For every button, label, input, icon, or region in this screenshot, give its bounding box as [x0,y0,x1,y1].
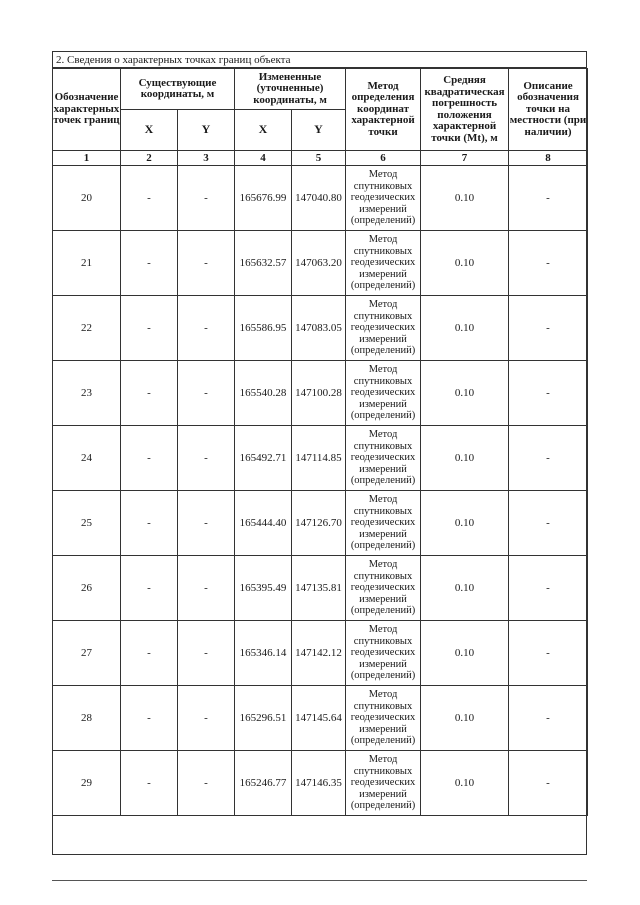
method: Метод спутниковых геодезических измерений (определений) [346,361,421,426]
existing-x: - [121,166,178,231]
method: Метод спутниковых геодезических измерений (определений) [346,296,421,361]
point-id: 24 [53,426,121,491]
existing-y: - [178,361,235,426]
existing-x: - [121,296,178,361]
col-number: 8 [509,151,588,166]
coord-y: 147142.12 [292,621,346,686]
point-description: - [509,556,588,621]
coord-x: 165395.49 [235,556,292,621]
existing-y: - [178,621,235,686]
existing-y: - [178,686,235,751]
error-mt: 0.10 [421,621,509,686]
existing-y: - [178,231,235,296]
existing-x: - [121,426,178,491]
table-row [53,751,588,816]
col-number: 5 [292,151,346,166]
existing-x: - [121,686,178,751]
coord-y: 147100.28 [292,361,346,426]
coord-x: 165540.28 [235,361,292,426]
point-id: 25 [53,491,121,556]
header-error: Средняя квадратическая погрешность положения характерной точки (Mt), м [421,69,509,151]
point-description: - [509,296,588,361]
existing-x: - [121,231,178,296]
table-row [53,621,588,686]
error-mt: 0.10 [421,296,509,361]
existing-y: - [178,166,235,231]
error-mt: 0.10 [421,426,509,491]
method: Метод спутниковых геодезических измерений (определений) [346,686,421,751]
point-id: 26 [53,556,121,621]
header-changed-y: Y [292,110,346,151]
col-number: 4 [235,151,292,166]
point-description: - [509,426,588,491]
table-row [53,686,588,751]
coord-x: 165632.57 [235,231,292,296]
existing-x: - [121,556,178,621]
coord-y: 147083.05 [292,296,346,361]
table-row [53,166,588,231]
point-id: 23 [53,361,121,426]
coord-x: 165676.99 [235,166,292,231]
header-existing-x: X [121,110,178,151]
header-description: Описание обозначения точки на местности (при наличии) [509,69,588,151]
existing-y: - [178,296,235,361]
error-mt: 0.10 [421,686,509,751]
method: Метод спутниковых геодезических измерений (определений) [346,166,421,231]
coord-y: 147040.80 [292,166,346,231]
existing-x: - [121,751,178,816]
col-number: 2 [121,151,178,166]
error-mt: 0.10 [421,361,509,426]
header-existing-coords: Существующие координаты, м [121,69,235,110]
coord-x: 165296.51 [235,686,292,751]
error-mt: 0.10 [421,556,509,621]
point-id: 22 [53,296,121,361]
error-mt: 0.10 [421,166,509,231]
error-mt: 0.10 [421,491,509,556]
col-number: 7 [421,151,509,166]
table-row [53,426,588,491]
coord-x: 165246.77 [235,751,292,816]
existing-y: - [178,426,235,491]
method: Метод спутниковых геодезических измерений (определений) [346,621,421,686]
point-id: 27 [53,621,121,686]
method: Метод спутниковых геодезических измерений (определений) [346,556,421,621]
header-existing-y: Y [178,110,235,151]
boundary-points-section [52,51,587,855]
point-description: - [509,166,588,231]
point-description: - [509,751,588,816]
point-description: - [509,361,588,426]
coord-x: 165346.14 [235,621,292,686]
point-id: 29 [53,751,121,816]
point-description: - [509,686,588,751]
table-row [53,556,588,621]
point-description: - [509,621,588,686]
error-mt: 0.10 [421,751,509,816]
page-bottom-rule [52,880,587,881]
method: Метод спутниковых геодезических измерений (определений) [346,491,421,556]
coord-x: 165586.95 [235,296,292,361]
header-point-label: Обозначение характерных точек границ [53,69,121,151]
table-row [53,296,588,361]
coord-y: 147063.20 [292,231,346,296]
method: Метод спутниковых геодезических измерений (определений) [346,231,421,296]
point-id: 21 [53,231,121,296]
section-title: 2. Сведения о характерных точках границ объекта [53,52,586,68]
coord-x: 165444.40 [235,491,292,556]
coord-x: 165492.71 [235,426,292,491]
boundary-points-table [52,68,588,816]
point-id: 28 [53,686,121,751]
existing-x: - [121,491,178,556]
existing-y: - [178,491,235,556]
existing-y: - [178,751,235,816]
header-changed-x: X [235,110,292,151]
table-row [53,361,588,426]
coord-y: 147114.85 [292,426,346,491]
col-number: 1 [53,151,121,166]
existing-y: - [178,556,235,621]
point-description: - [509,491,588,556]
header-changed-coords: Измененные (уточненные) координаты, м [235,69,346,110]
col-number: 3 [178,151,235,166]
table-row [53,231,588,296]
coord-y: 147135.81 [292,556,346,621]
point-description: - [509,231,588,296]
col-number: 6 [346,151,421,166]
method: Метод спутниковых геодезических измерений (определений) [346,751,421,816]
error-mt: 0.10 [421,231,509,296]
coord-y: 147146.35 [292,751,346,816]
point-id: 20 [53,166,121,231]
coord-y: 147145.64 [292,686,346,751]
existing-x: - [121,621,178,686]
header-method: Метод определения координат характерной точки [346,69,421,151]
method: Метод спутниковых геодезических измерений (определений) [346,426,421,491]
existing-x: - [121,361,178,426]
coord-y: 147126.70 [292,491,346,556]
table-row [53,491,588,556]
